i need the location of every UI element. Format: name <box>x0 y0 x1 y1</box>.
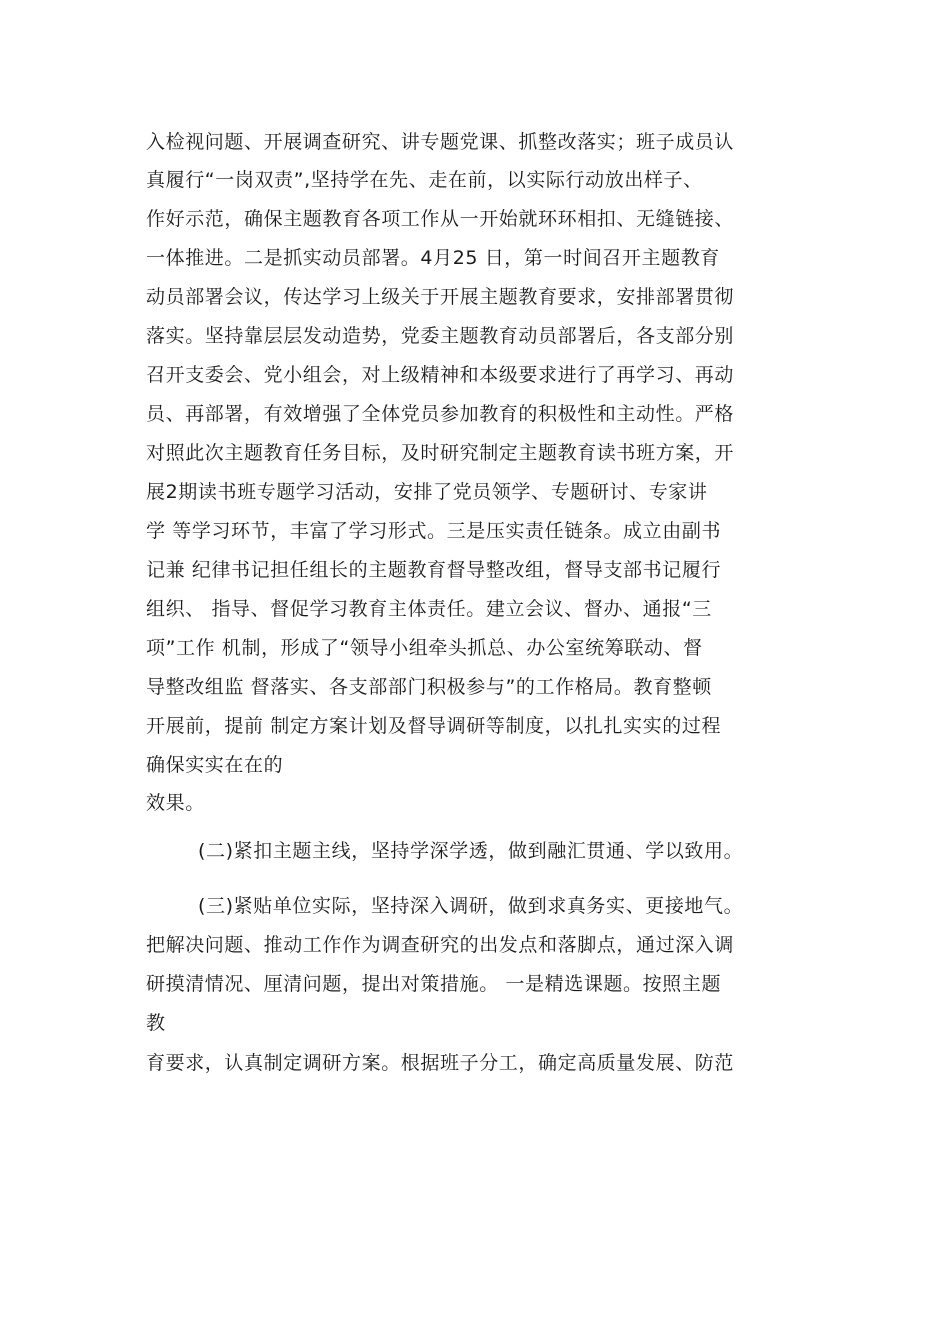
paragraph-line: 记兼 纪律书记担任组长的主题教育督导整改组，督导支部书记履行 <box>146 559 722 581</box>
paragraph-line: 导整改组监 督落实、各支部部门积极参与”的工作格局。教育整顿 <box>146 676 712 698</box>
paragraph-line: 真履行“一岗双责”,坚持学在先、走在前，以实际行动放出样子、 <box>146 169 703 191</box>
paragraph-line: 展2期读书班专题学习活动，安排了党员领学、专题研讨、专家讲 <box>146 481 708 503</box>
section-heading-two: (二)紧扣主题主线，坚持学深学透，做到融汇贯通、学以致用。 <box>198 840 744 862</box>
paragraph-line: 项”工作 机制，形成了“领导小组牵头抓总、办公室统筹联动、督 <box>146 637 703 659</box>
paragraph-line: 开展前，提前 制定方案计划及督导调研等制度，以扎扎实实的过程 <box>146 715 722 737</box>
paragraph-tail: 育要求，认真制定调研方案。根据班子分工，确定高质量发展、防范 <box>146 1052 735 1074</box>
paragraph-line: 对照此次主题教育任务目标，及时研究制定主题教育读书班方案，开 <box>146 442 735 464</box>
paragraph-tail: 效果。 <box>146 792 205 814</box>
paragraph-line: 教 <box>146 1012 166 1034</box>
paragraph-line: 研摸清情况、厘清问题，提出对策措施。 一是精选课题。按照主题 <box>146 973 722 995</box>
paragraph-line: 学 等学习环节，丰富了学习形式。三是压实责任链条。成立由副书 <box>146 520 722 542</box>
paragraph-line: 作好示范，确保主题教育各项工作从一开始就环环相扣、无缝链接、 <box>146 208 735 230</box>
paragraph-line: 召开支委会、党小组会，对上级精神和本级要求进行了再学习、再动 <box>146 364 735 386</box>
section-heading-three: (三)紧贴单位实际，坚持深入调研，做到求真务实、更接地气。 <box>198 895 744 917</box>
paragraph-line: 落实。坚持靠层层发动造势，党委主题教育动员部署后，各支部分别 <box>146 325 735 347</box>
paragraph-line: 一体推进。二是抓实动员部署。4月25 日，第一时间召开主题教育 <box>146 247 720 269</box>
paragraph-line: 入检视问题、开展调查研究、讲专题党课、抓整改落实；班子成员认 <box>146 131 735 153</box>
paragraph-line: 确保实实在在的 <box>146 754 284 776</box>
paragraph-line: 把解决问题、推动工作作为调查研究的出发点和落脚点，通过深入调 <box>146 934 735 956</box>
paragraph-line: 组织、 指导、督促学习教育主体责任。建立会议、督办、通报“三 <box>146 598 712 620</box>
paragraph-line: 动员部署会议，传达学习上级关于开展主题教育要求，安排部署贯彻 <box>146 286 735 308</box>
paragraph-line: 员、再部署，有效增强了全体党员参加教育的积极性和主动性。严格 <box>146 403 735 425</box>
